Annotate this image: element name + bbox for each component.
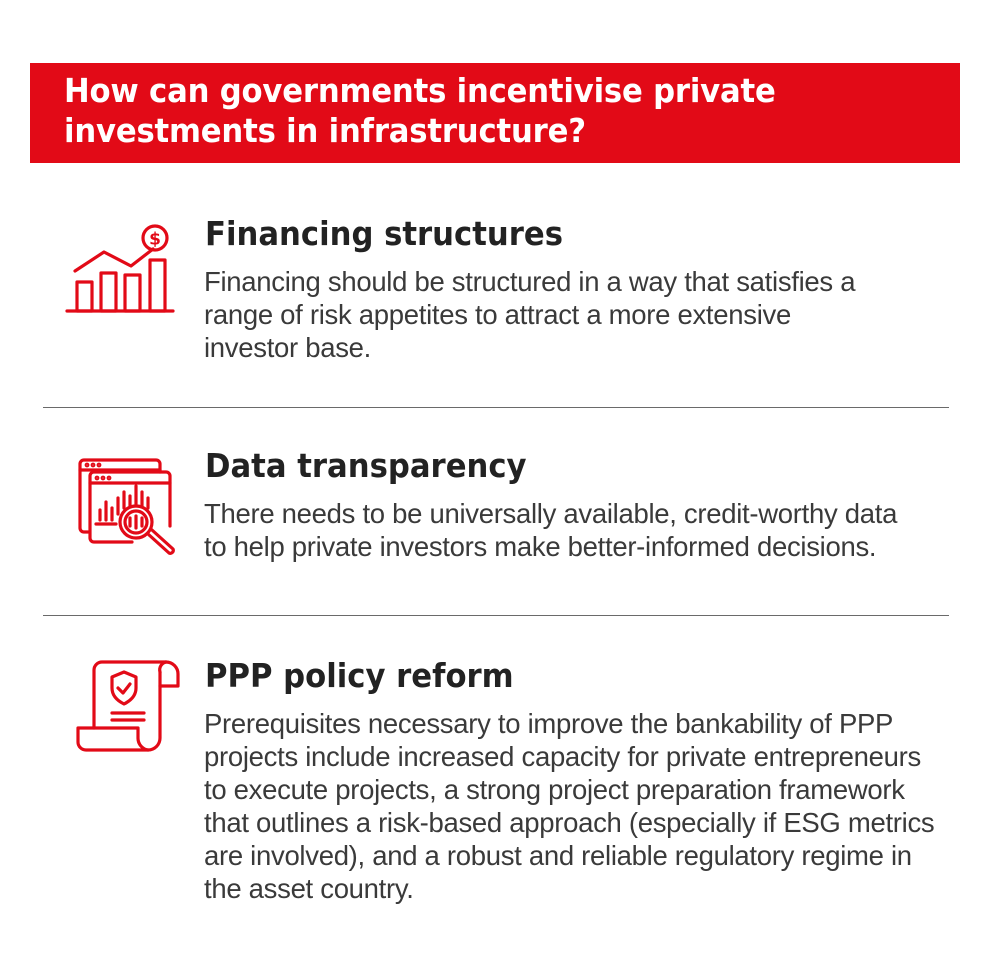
body-line: range of risk appetites to attract a more extensive — [204, 299, 791, 330]
policy-scroll-shield-icon — [74, 658, 182, 756]
section-body — [204, 497, 897, 563]
body-line: that outlines a risk-based approach (especially if ESG metrics — [204, 807, 935, 838]
body-line: the asset country. — [204, 873, 414, 904]
data-analysis-magnifier-icon — [76, 456, 180, 558]
section-heading: Financing structures — [205, 214, 563, 253]
body-line: to help private investors make better-informed decisions. — [204, 531, 877, 562]
body-line: to execute projects, a strong project preparation framework — [204, 774, 905, 805]
financial-growth-chart-dollar-icon — [62, 220, 178, 316]
section-heading: Data transparency — [205, 446, 527, 485]
section-body — [204, 265, 855, 364]
title-banner — [30, 63, 960, 163]
section-heading: PPP policy reform — [205, 656, 514, 695]
section-divider — [43, 407, 949, 408]
body-line: Financing should be structured in a way that satisfies a — [204, 266, 856, 297]
body-line: investor base. — [204, 332, 372, 363]
banner-title — [64, 71, 897, 151]
body-line: Prerequisites necessary to improve the bankability of PPP — [204, 708, 894, 739]
section-body — [204, 707, 934, 905]
body-line: projects include increased capacity for private entrepreneurs — [204, 741, 921, 772]
body-line: are involved), and a robust and reliable regulatory regime in — [204, 840, 912, 871]
svg-text:$: $ — [149, 229, 161, 250]
banner-title-line-2: investments in infrastructure? — [64, 111, 586, 150]
section-divider — [43, 615, 949, 616]
banner-title-line-1: How can governments incentivise private — [64, 71, 776, 110]
body-line: There needs to be universally available, credit-worthy data — [204, 498, 898, 529]
